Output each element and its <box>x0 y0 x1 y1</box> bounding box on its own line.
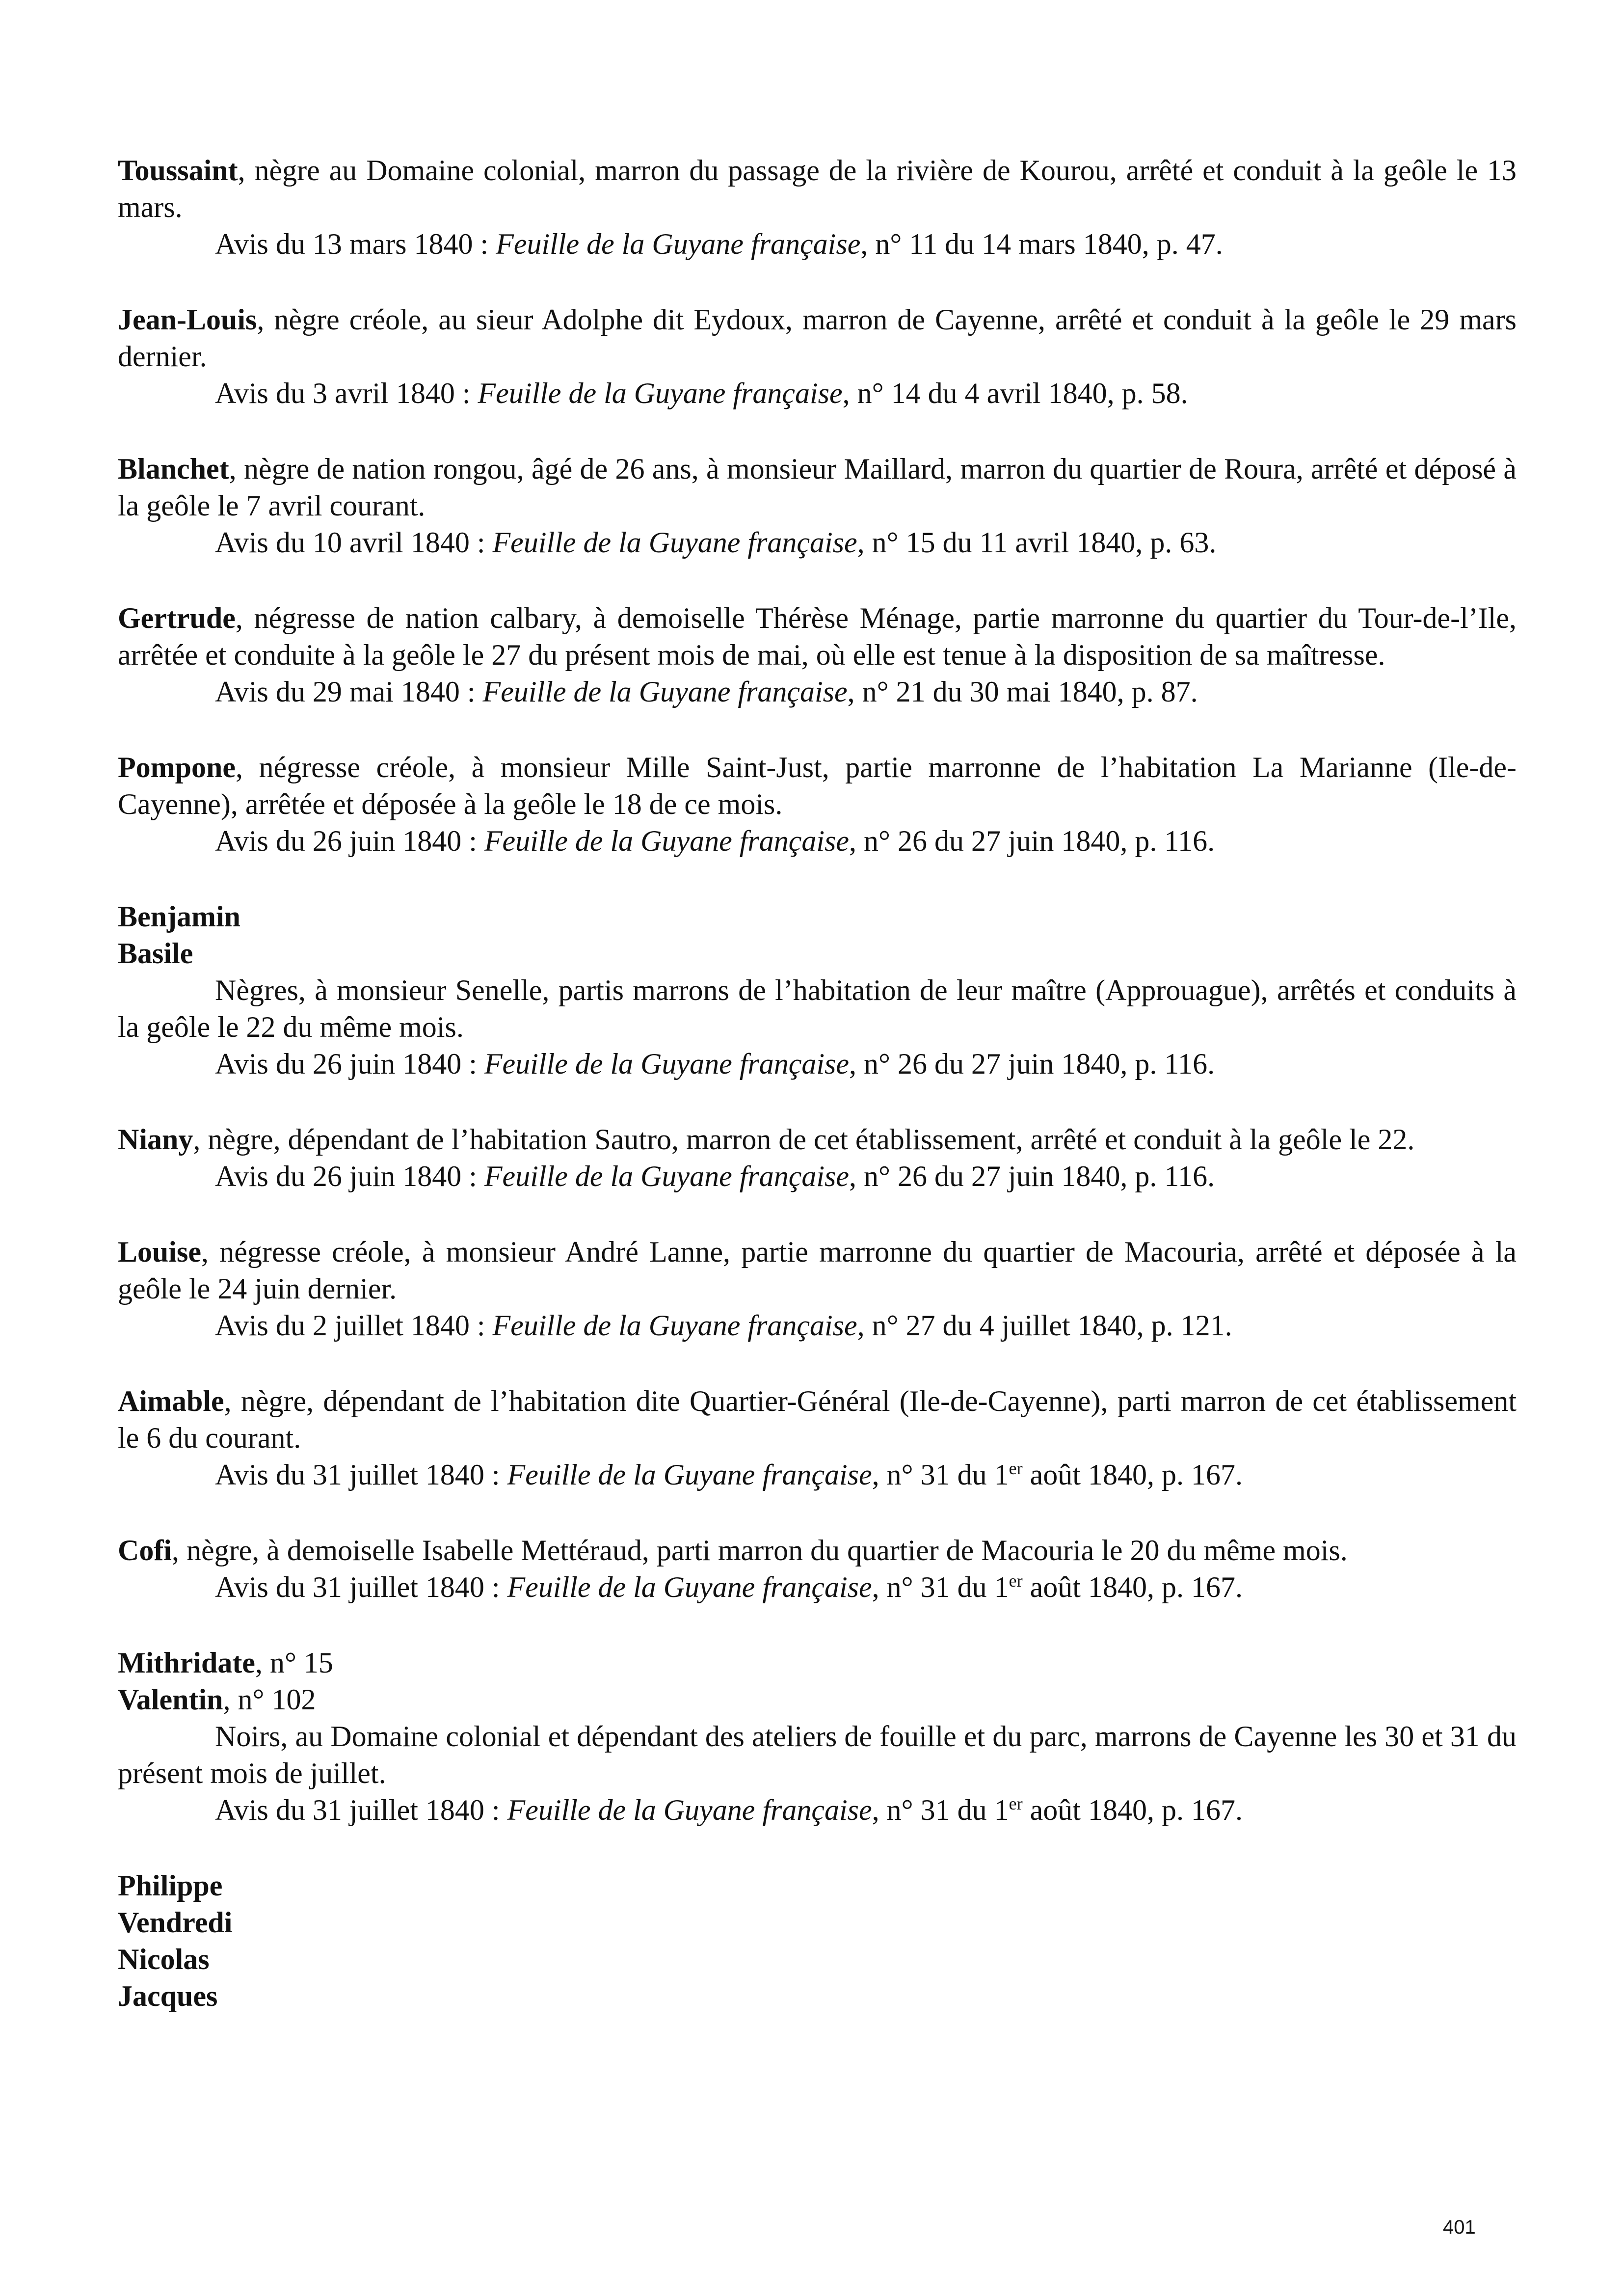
person-name: Nicolas <box>118 1943 210 1975</box>
citation-issue: , n° 26 du 27 juin 1840, p. 116. <box>849 1048 1215 1080</box>
record-entry <box>118 152 1517 263</box>
record-description <box>118 600 1517 674</box>
person-name: Jean-Louis <box>118 303 257 336</box>
record-description <box>118 301 1517 375</box>
citation-issue: , n° 21 du 30 mai 1840, p. 87. <box>847 675 1198 708</box>
person-name: Pompone <box>118 751 236 783</box>
journal-title: Feuille de la Guyane française <box>507 1794 872 1826</box>
person-name: Vendredi <box>118 1906 233 1939</box>
person-number: , n° 102 <box>223 1683 316 1716</box>
citation-date: Avis du 13 mars 1840 : <box>215 228 496 260</box>
person-name-list <box>118 1645 1517 1718</box>
source-citation <box>118 524 1517 561</box>
citation-date: Avis du 10 avril 1840 : <box>215 526 493 559</box>
page-number: 401 <box>1443 2216 1476 2238</box>
person-number: , n° 15 <box>255 1647 333 1679</box>
record-description <box>118 451 1517 524</box>
person-name: Basile <box>118 937 193 970</box>
person-name: Louise <box>118 1236 202 1268</box>
record-description <box>118 152 1517 226</box>
person-name: Niany <box>118 1123 193 1156</box>
ordinal-superscript: er <box>1009 1571 1023 1591</box>
journal-title: Feuille de la Guyane française <box>492 1309 857 1342</box>
person-name-list <box>118 898 1517 972</box>
person-name: Philippe <box>118 1869 223 1902</box>
citation-issue: , n° 27 du 4 juillet 1840, p. 121. <box>857 1309 1232 1342</box>
record-text: , nègre créole, au sieur Adolphe dit Eydoux, marron de Cayenne, arrêté et conduit à la geôle le 29 mars dernier. <box>118 303 1517 373</box>
journal-title: Feuille de la Guyane française <box>507 1571 872 1603</box>
record-description <box>118 1121 1517 1158</box>
person-name: Mithridate <box>118 1647 255 1679</box>
record-entry <box>118 1234 1517 1344</box>
source-citation <box>118 674 1517 710</box>
journal-title: Feuille de la Guyane française <box>507 1459 872 1491</box>
journal-title: Feuille de la Guyane française <box>484 825 850 857</box>
record-entry <box>118 1121 1517 1195</box>
citation-date-page: août 1840, p. 167. <box>1022 1794 1243 1826</box>
person-name: Cofi <box>118 1534 172 1567</box>
citation-date: Avis du 29 mai 1840 : <box>215 675 483 708</box>
ordinal-superscript: er <box>1009 1794 1023 1813</box>
citation-issue: , n° 31 du 1 <box>872 1571 1009 1603</box>
person-name: Jacques <box>118 1980 218 2012</box>
record-entry <box>118 898 1517 1082</box>
record-entry <box>118 451 1517 561</box>
journal-title: Feuille de la Guyane française <box>484 1160 850 1192</box>
citation-date-page: août 1840, p. 167. <box>1022 1459 1243 1491</box>
record-text: , négresse de nation calbary, à demoiselle Thérèse Ménage, partie marronne du quartier du Tour-de-l’Ile, arrêtée et conduite à la geôle le 27 du présent mois de mai, où elle est tenue à la disposition de sa maîtresse. <box>118 602 1517 671</box>
citation-issue: , n° 26 du 27 juin 1840, p. 116. <box>849 1160 1215 1192</box>
record-text: , négresse créole, à monsieur André Lanne, partie marronne du quartier de Macouria, arrêté et déposée à la geôle le 24 juin dernier. <box>118 1236 1517 1305</box>
person-name: Aimable <box>118 1385 224 1417</box>
record-entry <box>118 1867 1517 2015</box>
citation-issue: , n° 31 du 1 <box>872 1459 1009 1491</box>
journal-title: Feuille de la Guyane française <box>482 675 848 708</box>
person-name-list <box>118 1867 1517 2015</box>
citation-date-page: août 1840, p. 167. <box>1022 1571 1243 1603</box>
citation-issue: , n° 31 du 1 <box>872 1794 1009 1826</box>
person-name: Toussaint <box>118 154 238 187</box>
citation-date: Avis du 26 juin 1840 : <box>215 1160 484 1192</box>
record-text: , nègre de nation rongou, âgé de 26 ans, à monsieur Maillard, marron du quartier de Roura, arrêté et déposé à la geôle le 7 avril courant. <box>118 453 1517 522</box>
citation-date: Avis du 3 avril 1840 : <box>215 377 478 409</box>
person-name: Valentin <box>118 1683 223 1716</box>
person-name: Gertrude <box>118 602 236 634</box>
ordinal-superscript: er <box>1009 1459 1023 1478</box>
record-description <box>118 1234 1517 1307</box>
record-text: , négresse créole, à monsieur Mille Saint-Just, partie marronne de l’habitation La Marianne (Ile-de-Cayenne), arrêtée et déposée à la geôle le 18 de ce mois. <box>118 751 1517 820</box>
citation-date: Avis du 31 juillet 1840 : <box>215 1459 507 1491</box>
citation-date: Avis du 2 juillet 1840 : <box>215 1309 493 1342</box>
record-entry <box>118 1532 1517 1606</box>
source-citation <box>118 375 1517 412</box>
citation-issue: , n° 15 du 11 avril 1840, p. 63. <box>857 526 1217 559</box>
record-text: , nègre au Domaine colonial, marron du passage de la rivière de Kourou, arrêté et conduit à la geôle le 13 mars. <box>118 154 1517 223</box>
citation-issue: , n° 11 du 14 mars 1840, p. 47. <box>860 228 1223 260</box>
record-text: , nègre, à demoiselle Isabelle Mettéraud, parti marron du quartier de Macouria le 20 du même mois. <box>171 1534 1348 1567</box>
record-entry <box>118 1383 1517 1493</box>
numbered-name <box>118 1645 1517 1681</box>
source-citation <box>118 1307 1517 1344</box>
citation-date: Avis du 31 juillet 1840 : <box>215 1571 507 1603</box>
citation-date: Avis du 26 juin 1840 : <box>215 825 484 857</box>
person-name: Blanchet <box>118 453 229 485</box>
person-name: Benjamin <box>118 900 241 933</box>
record-text: , nègre, dépendant de l’habitation Sautro, marron de cet établissement, arrêté et conduit à la geôle le 22. <box>193 1123 1415 1156</box>
document-body <box>118 152 1517 2053</box>
record-entry <box>118 301 1517 412</box>
numbered-name <box>118 1681 1517 1718</box>
source-citation <box>118 1046 1517 1082</box>
record-entry <box>118 1645 1517 1829</box>
source-citation <box>118 823 1517 860</box>
record-entry <box>118 749 1517 860</box>
source-citation <box>118 1792 1517 1829</box>
record-entry <box>118 600 1517 710</box>
journal-title: Feuille de la Guyane française <box>484 1048 850 1080</box>
record-description <box>118 1532 1517 1569</box>
record-description <box>118 749 1517 823</box>
record-text: , nègre, dépendant de l’habitation dite Quartier-Général (Ile-de-Cayenne), parti marron de cet établissement le 6 du courant. <box>118 1385 1517 1454</box>
source-citation <box>118 226 1517 263</box>
record-text: Noirs, au Domaine colonial et dépendant des ateliers de fouille et du parc, marrons de Cayenne les 30 et 31 du présent mois de juillet. <box>118 1720 1517 1789</box>
record-text: Nègres, à monsieur Senelle, partis marrons de l’habitation de leur maître (Approuague), arrêtés et conduits à la geôle le 22 du même mois. <box>118 974 1517 1043</box>
source-citation <box>118 1569 1517 1606</box>
journal-title: Feuille de la Guyane française <box>492 526 857 559</box>
journal-title: Feuille de la Guyane française <box>496 228 861 260</box>
record-description <box>118 1383 1517 1457</box>
citation-date: Avis du 26 juin 1840 : <box>215 1048 484 1080</box>
citation-issue: , n° 26 du 27 juin 1840, p. 116. <box>849 825 1215 857</box>
citation-issue: , n° 14 du 4 avril 1840, p. 58. <box>842 377 1188 409</box>
source-citation <box>118 1158 1517 1195</box>
journal-title: Feuille de la Guyane française <box>478 377 843 409</box>
source-citation <box>118 1457 1517 1493</box>
citation-date: Avis du 31 juillet 1840 : <box>215 1794 507 1826</box>
